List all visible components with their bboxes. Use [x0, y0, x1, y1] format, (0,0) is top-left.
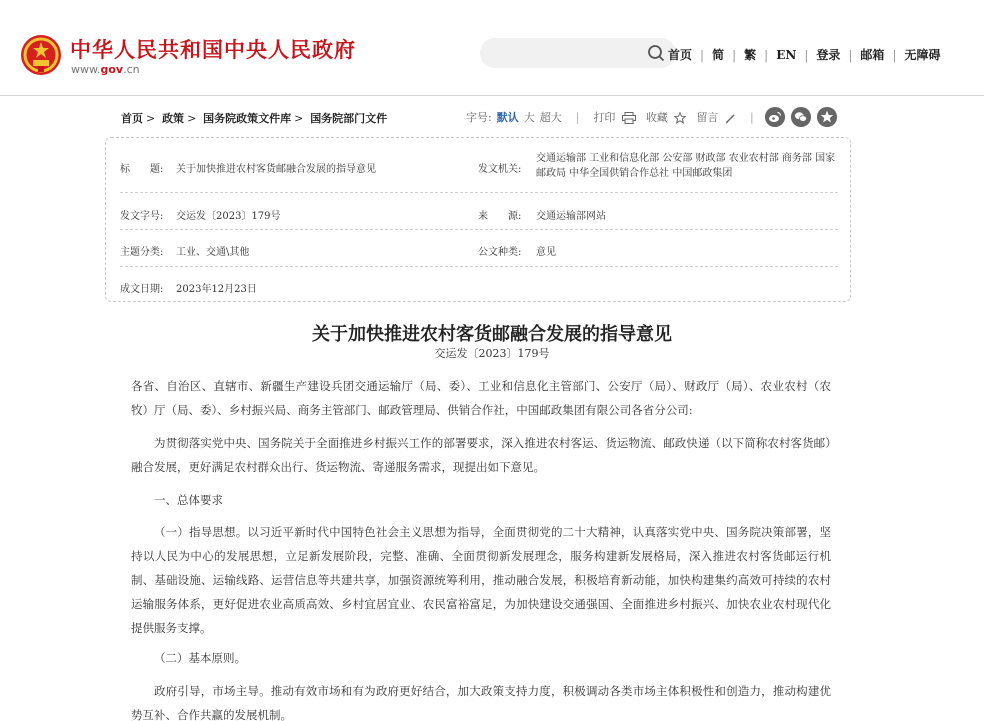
article-toolbar: 字号: 默认 大 超大 | 打印 收藏 留言 | — [466, 110, 754, 124]
info-divider — [120, 266, 838, 267]
favorite-button[interactable]: 收藏 — [646, 109, 687, 125]
font-size-large[interactable]: 大 — [523, 111, 535, 124]
nav-home[interactable]: 首页 — [668, 48, 693, 62]
info-issuer-label: 发文机关: — [478, 164, 522, 175]
breadcrumb-policy-library[interactable]: 国务院政策文件库 — [203, 112, 292, 125]
info-topic-value: 工业、交通\其他 — [176, 247, 250, 258]
nav-english[interactable]: EN — [776, 47, 797, 62]
nav-traditional[interactable]: 繁 — [744, 48, 757, 62]
article-title: 关于加快推进农村客货邮融合发展的指导意见 — [312, 324, 672, 345]
breadcrumb-dept-docs[interactable]: 国务院部门文件 — [310, 112, 388, 125]
info-divider — [120, 229, 838, 230]
top-nav: 首页 | 简 | 繁 | EN | 登录 | 邮箱 | 无障碍 — [668, 47, 941, 62]
info-title-value: 关于加快推进农村客货邮融合发展的指导意见 — [176, 164, 376, 175]
info-type-label: 公文种类: — [478, 247, 522, 258]
article-paragraph: （一）指导思想。以习近平新时代中国特色社会主义思想为指导，全面贯彻党的二十大精神，认真落实党中央、国务院决策部署，坚持以人民为中心的发展思想，立足新发展阶段，完整、准确、全面贯彻新发展理念，服务构建新发展格局，深入推进农村客货邮运行机制、基础设施、运输线路、运营信息等共建共享，加强资源统筹利用，推动融合发展，积极培育新动能，加快构建集约高效可持续的农村运输服务体系，更好促进农业高质高效、乡村宜居宜业、农民富裕富足，为加快建设交通强国、全面推进乡村振兴、加快农业农村现代化提供服务支撑。 — [131, 525, 831, 635]
site-url: www.gov.cn — [71, 63, 140, 76]
font-size-xlarge[interactable]: 超大 — [539, 111, 562, 124]
font-size-default[interactable]: 默认 — [496, 111, 519, 124]
info-type-value: 意见 — [536, 247, 556, 258]
print-button[interactable]: 打印 — [593, 109, 636, 125]
wechat-icon[interactable] — [791, 107, 811, 127]
info-docno-label: 发文字号: — [120, 211, 164, 222]
nav-accessibility[interactable]: 无障碍 — [904, 48, 941, 62]
info-divider — [120, 192, 838, 193]
info-title-label: 标 题: — [120, 164, 164, 175]
national-emblem-icon[interactable] — [20, 34, 62, 76]
article-doc-number: 交运发〔2023〕179号 — [434, 347, 550, 360]
info-date-label: 成文日期: — [120, 284, 164, 295]
document-info-box — [105, 137, 851, 302]
font-size-label: 字号: — [466, 111, 492, 124]
printer-icon — [622, 112, 636, 124]
info-date-value: 2023年12月23日 — [176, 284, 257, 295]
nav-login[interactable]: 登录 — [816, 48, 841, 62]
article-paragraph: 政府引导，市场主导。推动有效市场和有为政府更好结合，加大政策支持力度，积极调动各类市场主体积极性和创造力，推动构建优势互补、合作共赢的发展机制。 — [131, 684, 831, 721]
section-heading: 一、总体要求 — [154, 493, 223, 507]
weibo-icon[interactable] — [765, 107, 785, 127]
comment-button[interactable]: 留言 — [696, 109, 736, 125]
info-docno-value: 交运发〔2023〕179号 — [176, 211, 281, 222]
info-issuer-value: 交通运输部 工业和信息化部 公安部 财政部 农业农村部 商务部 国家邮政局 中华全国供销合作总社 中国邮政集团 — [536, 153, 836, 179]
breadcrumb-policy[interactable]: 政策 — [162, 112, 185, 125]
article-paragraph: 各省、自治区、直辖市、新疆生产建设兵团交通运输厅（局、委）、工业和信息化主管部门、公安厅（局）、财政厅（局）、农业农村（农牧）厅（局、委）、乡村振兴局、商务主管部门、邮政管理局、供销合作社，中国邮政集团有限公司各省分公司: — [131, 379, 831, 417]
info-source-label: 来 源: — [478, 211, 522, 222]
site-header — [0, 0, 984, 96]
info-source-value: 交通运输部网站 — [536, 211, 606, 222]
nav-simplified[interactable]: 简 — [712, 48, 725, 62]
search-icon[interactable] — [647, 44, 665, 62]
pencil-icon — [725, 113, 736, 124]
subsection-heading: （二）基本原则。 — [154, 651, 246, 665]
breadcrumb-home[interactable]: 首页 — [121, 112, 143, 125]
site-name[interactable]: 中华人民共和国中央人民政府 — [70, 38, 356, 62]
nav-mail[interactable]: 邮箱 — [860, 48, 885, 62]
breadcrumb: 首页 > 政策 > 国务院政策文件库 > 国务院部门文件 — [121, 112, 388, 125]
star-outline-icon — [674, 112, 686, 124]
article-paragraph: 为贯彻落实党中央、国务院关于全面推进乡村振兴工作的部署要求，深入推进农村客运、货运物流、邮政快递（以下简称农村客货邮）融合发展，更好满足农村群众出行、货运物流、寄递服务需求，现提出如下意见。 — [131, 436, 831, 474]
star-icon[interactable] — [817, 107, 837, 127]
info-topic-label: 主题分类: — [120, 247, 164, 258]
